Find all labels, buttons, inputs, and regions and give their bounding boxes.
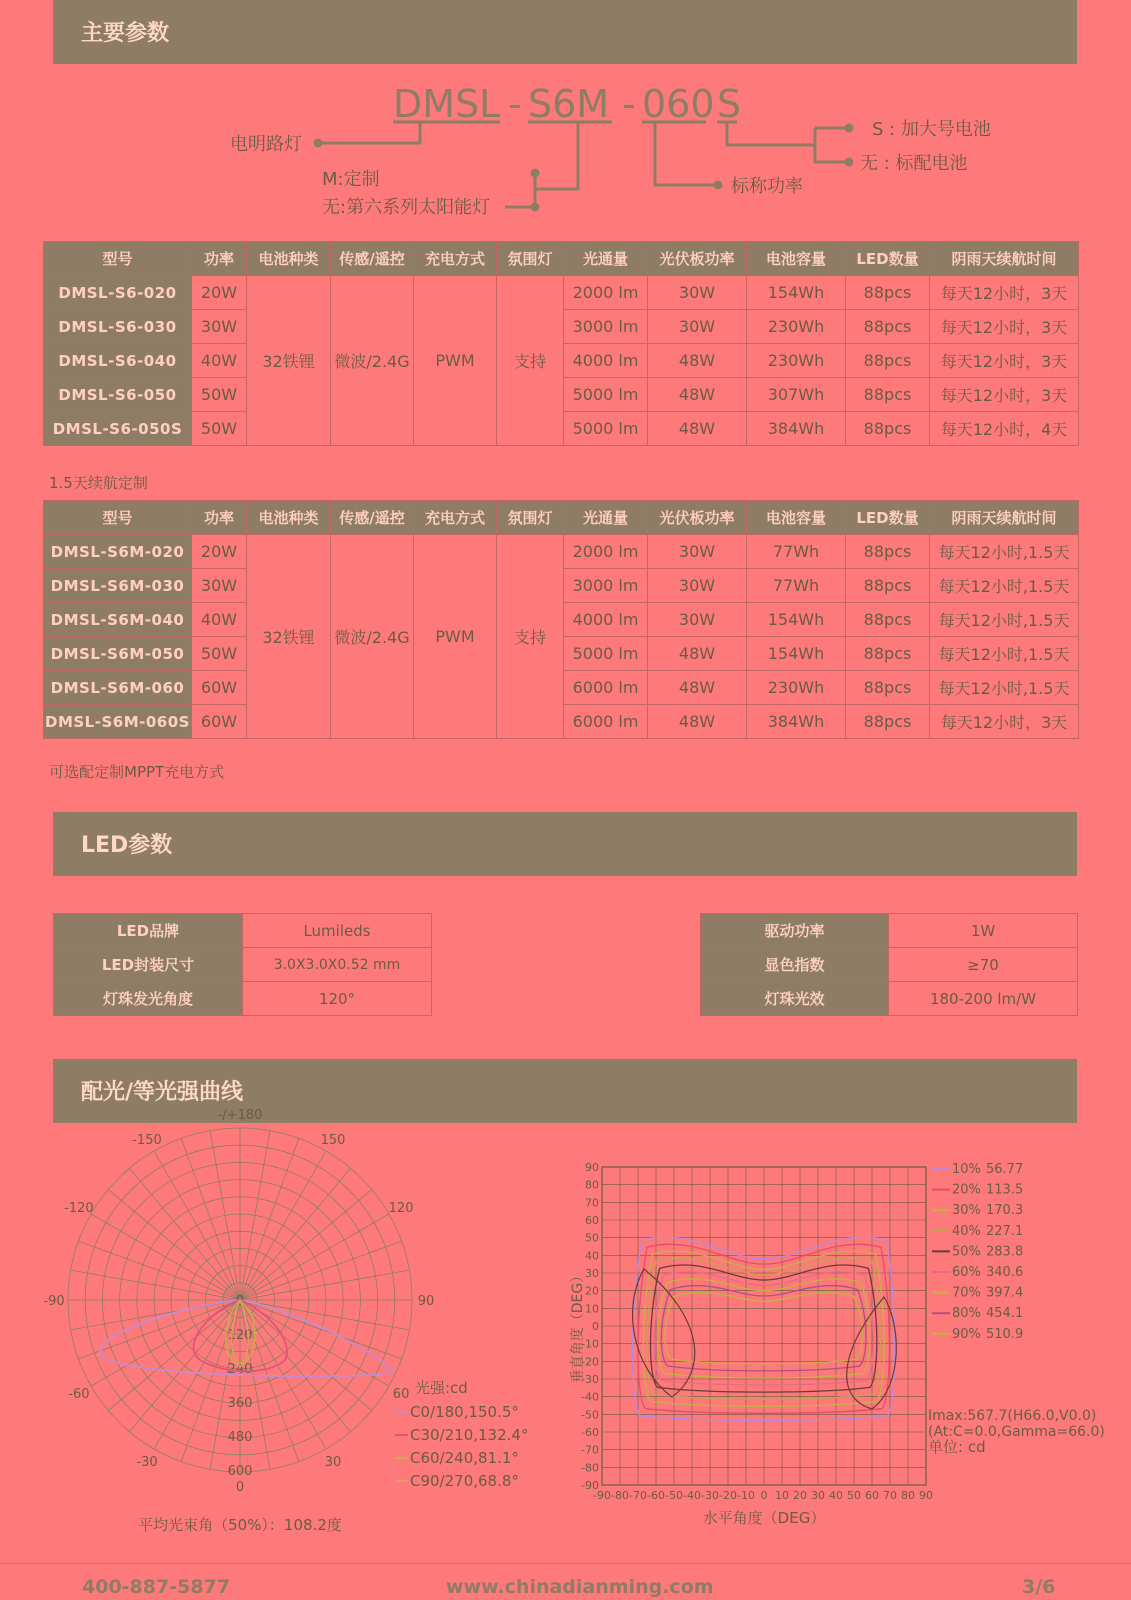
x-tick-label: 10 [775, 1489, 789, 1502]
x-tick-label: 50 [847, 1489, 861, 1502]
cell-battery-type: 32铁锂 [247, 535, 331, 739]
polar-radial-label: 360 [227, 1396, 253, 1411]
cell-battery-capacity: 230Wh [747, 671, 846, 705]
model-code-diagram [0, 70, 1131, 230]
spec-table-custom [43, 500, 1079, 739]
cell-model: DMSL-S6-030 [44, 310, 192, 344]
polar-legend-item: C0/180,150.5° [410, 1403, 519, 1421]
cell-pv-power: 48W [648, 378, 747, 412]
table-row [701, 914, 1078, 948]
cell-battery-type: 32铁锂 [247, 276, 331, 446]
polar-radial-label: 240 [227, 1362, 253, 1377]
label-custom: M:定制 [322, 169, 380, 190]
polar-angle-label: -90 [43, 1294, 65, 1309]
note-mppt: 可选配定制MPPT充电方式 [49, 763, 225, 781]
polar-radial-label: 120 [227, 1328, 253, 1343]
iso-legend-value: 454.1 [986, 1306, 1024, 1322]
x-tick-label: -70 [629, 1489, 647, 1502]
cell-battery-capacity: 230Wh [747, 310, 846, 344]
cell-power: 40W [192, 344, 247, 378]
polar-radial-label: 600 [227, 1464, 253, 1479]
cell-sensor: 微波/2.4G [331, 276, 414, 446]
cell-power: 50W [192, 637, 247, 671]
cell-battery-capacity: 384Wh [747, 705, 846, 739]
polar-angle-label: -30 [136, 1455, 158, 1471]
polar-angle-label: 120 [388, 1201, 414, 1216]
y-tick-label: 50 [585, 1231, 599, 1245]
table-header-row [44, 242, 1079, 276]
col-header: 传感/遥控 [331, 501, 414, 535]
section-header-led-params [53, 812, 1077, 876]
iso-legend-percent: 70% [952, 1285, 981, 1301]
param-value: 180-200 lm/W [889, 982, 1078, 1016]
param-key: LED封装尺寸 [54, 948, 243, 982]
cell-endurance: 每天12小时，3天 [930, 276, 1079, 310]
param-value: ≥70 [889, 948, 1078, 982]
cell-power: 50W [192, 412, 247, 446]
col-header: 传感/遥控 [331, 242, 414, 276]
cell-led-count: 88pcs [846, 378, 930, 412]
cell-lumen: 5000 lm [564, 378, 648, 412]
footer-page-number: 3/6 [1022, 1576, 1056, 1598]
cell-ambient-light: 支持 [497, 535, 564, 739]
iso-legend-value: 227.1 [986, 1223, 1024, 1239]
cell-battery-capacity: 230Wh [747, 344, 846, 378]
x-tick-label: -90 [593, 1489, 611, 1502]
cell-battery-capacity: 77Wh [747, 535, 846, 569]
polar-angle-label: -120 [64, 1201, 94, 1216]
param-key: 驱动功率 [701, 914, 889, 948]
cell-pv-power: 30W [648, 276, 747, 310]
y-tick-label: -20 [581, 1355, 599, 1369]
cell-pv-power: 48W [648, 344, 747, 378]
x-tick-label: -80 [611, 1489, 629, 1502]
y-tick-label: 40 [585, 1249, 599, 1263]
y-axis-label: 垂直角度（DEG） [570, 1268, 586, 1384]
col-header: 光伏板功率 [648, 501, 747, 535]
cell-endurance: 每天12小时,1.5天 [930, 569, 1079, 603]
cell-model: DMSL-S6-050 [44, 378, 192, 412]
cell-pv-power: 30W [648, 603, 747, 637]
cell-pv-power: 30W [648, 310, 747, 344]
note-endurance-custom: 1.5天续航定制 [49, 474, 148, 492]
cell-charge-mode: PWM [414, 276, 497, 446]
iso-legend-percent: 90% [952, 1326, 981, 1342]
col-header: 光通量 [564, 242, 648, 276]
y-tick-label: 10 [585, 1302, 599, 1316]
cell-led-count: 88pcs [846, 310, 930, 344]
param-value: Lumileds [243, 914, 432, 948]
cell-led-count: 88pcs [846, 276, 930, 310]
table-row [54, 948, 432, 982]
cell-pv-power: 48W [648, 705, 747, 739]
cell-model: DMSL-S6M-060 [44, 671, 192, 705]
label-lamp: 电明路灯 [230, 134, 302, 155]
isocandela-chart [570, 1155, 1125, 1540]
cell-endurance: 每天12小时，3天 [930, 705, 1079, 739]
y-tick-label: -80 [581, 1461, 599, 1475]
param-value: 120° [243, 982, 432, 1016]
col-header: 光通量 [564, 501, 648, 535]
polar-angle-label: 90 [417, 1294, 435, 1309]
cell-lumen: 6000 lm [564, 671, 648, 705]
x-tick-label: -10 [737, 1489, 755, 1502]
iso-legend-percent: 40% [952, 1223, 981, 1239]
cell-battery-capacity: 154Wh [747, 603, 846, 637]
y-tick-label: -90 [581, 1479, 599, 1492]
cell-battery-capacity: 154Wh [747, 637, 846, 671]
cell-pv-power: 30W [648, 569, 747, 603]
polar-legend-item: C90/270,68.8° [410, 1472, 519, 1490]
cell-battery-capacity: 154Wh [747, 276, 846, 310]
cell-power: 60W [192, 705, 247, 739]
footer-divider [0, 1563, 1131, 1564]
y-tick-label: 90 [585, 1161, 599, 1174]
polar-angle-label: -150 [132, 1132, 162, 1148]
col-header: 氛围灯 [497, 501, 564, 535]
polar-beam-angle: 平均光束角（50%）：108.2度 [138, 1516, 342, 1534]
x-tick-label: 20 [793, 1489, 807, 1502]
cell-led-count: 88pcs [846, 705, 930, 739]
iso-legend-value: 56.77 [986, 1162, 1024, 1177]
cell-power: 30W [192, 569, 247, 603]
col-header: LED数量 [846, 242, 930, 276]
col-header: 氛围灯 [497, 242, 564, 276]
col-header: 阴雨天续航时间 [930, 242, 1079, 276]
label-big-battery: S : 加大号电池 [872, 119, 991, 140]
cell-pv-power: 48W [648, 412, 747, 446]
x-tick-label: -30 [701, 1489, 719, 1502]
table-row [44, 535, 1079, 569]
cell-charge-mode: PWM [414, 535, 497, 739]
iso-imax: Imax:567.7(H66.0,V0.0) [928, 1408, 1097, 1424]
iso-legend-value: 113.5 [986, 1182, 1024, 1198]
cell-endurance: 每天12小时，3天 [930, 378, 1079, 412]
polar-radial-label: 480 [227, 1430, 253, 1445]
polar-light-distribution-chart [40, 1108, 560, 1540]
table-row [44, 276, 1079, 310]
footer-website[interactable]: www.chinadianming.com [446, 1576, 714, 1598]
x-tick-label: -40 [683, 1489, 701, 1502]
code-dash: - [508, 82, 522, 126]
led-params-left [53, 913, 432, 1016]
cell-led-count: 88pcs [846, 344, 930, 378]
polar-angle-label: -60 [68, 1387, 90, 1402]
spec-table-standard [43, 241, 1079, 446]
param-key: 灯珠光效 [701, 982, 889, 1016]
polar-legend-item: C30/210,132.4° [410, 1426, 529, 1444]
col-header: 阴雨天续航时间 [930, 501, 1079, 535]
y-tick-label: -50 [581, 1408, 599, 1422]
y-tick-label: 0 [592, 1320, 599, 1333]
cell-model: DMSL-S6M-050 [44, 637, 192, 671]
y-tick-label: -40 [581, 1390, 599, 1404]
cell-power: 30W [192, 310, 247, 344]
col-header: 电池种类 [247, 501, 331, 535]
x-tick-label: -60 [647, 1489, 665, 1502]
col-header: 功率 [192, 242, 247, 276]
iso-unit: 单位: cd [928, 1438, 986, 1456]
col-header: 型号 [44, 501, 192, 535]
iso-legend-percent: 50% [952, 1244, 981, 1260]
section-header-light-distribution [53, 1059, 1077, 1123]
y-tick-label: 30 [585, 1267, 599, 1280]
iso-contour [651, 1265, 877, 1392]
polar-angle-label: 60 [392, 1387, 410, 1402]
cell-endurance: 每天12小时，3天 [930, 344, 1079, 378]
x-tick-label: 90 [919, 1489, 933, 1502]
led-params-right [700, 913, 1078, 1016]
code-part-dmsl: DMSL [393, 82, 501, 126]
cell-lumen: 3000 lm [564, 310, 648, 344]
y-tick-label: 70 [585, 1196, 599, 1210]
x-axis-label: 水平角度（DEG） [702, 1509, 826, 1527]
col-header: 光伏板功率 [648, 242, 747, 276]
y-tick-label: -70 [581, 1443, 599, 1457]
cell-model: DMSL-S6M-060S [44, 705, 192, 739]
cell-led-count: 88pcs [846, 603, 930, 637]
y-tick-label: 80 [585, 1178, 599, 1192]
label-power: 标称功率 [731, 176, 803, 197]
iso-legend-value: 340.6 [986, 1265, 1024, 1280]
iso-legend-value: 397.4 [986, 1285, 1024, 1301]
cell-pv-power: 48W [648, 671, 747, 705]
y-tick-label: 20 [585, 1284, 599, 1298]
col-header: 功率 [192, 501, 247, 535]
footer-phone: 400-887-5877 [82, 1576, 230, 1598]
cell-endurance: 每天12小时，3天 [930, 310, 1079, 344]
cell-endurance: 每天12小时，4天 [930, 412, 1079, 446]
code-dash: - [622, 82, 636, 126]
code-part-s: S [717, 82, 742, 126]
y-tick-label: -60 [581, 1426, 599, 1439]
y-tick-label: 60 [585, 1214, 599, 1227]
col-header: 充电方式 [414, 501, 497, 535]
cell-battery-capacity: 307Wh [747, 378, 846, 412]
polar-angle-label: 30 [324, 1455, 342, 1471]
cell-lumen: 3000 lm [564, 569, 648, 603]
iso-contour-core-left [633, 1269, 695, 1397]
cell-led-count: 88pcs [846, 671, 930, 705]
x-tick-label: 80 [901, 1489, 915, 1502]
table-row [54, 982, 432, 1016]
label-std-battery: 无 : 标配电池 [860, 153, 968, 174]
iso-legend-percent: 20% [952, 1182, 981, 1198]
cell-led-count: 88pcs [846, 569, 930, 603]
y-tick-label: -10 [581, 1337, 599, 1351]
cell-led-count: 88pcs [846, 637, 930, 671]
iso-legend-percent: 80% [952, 1306, 981, 1322]
col-header: 型号 [44, 242, 192, 276]
param-value: 3.0X3.0X0.52 mm [243, 948, 432, 982]
cell-pv-power: 48W [648, 637, 747, 671]
y-tick-label: -30 [581, 1373, 599, 1386]
section-title: LED参数 [81, 833, 173, 858]
x-tick-label: 70 [883, 1489, 897, 1502]
col-header: 充电方式 [414, 242, 497, 276]
x-tick-label: -20 [719, 1489, 737, 1502]
cell-model: DMSL-S6M-030 [44, 569, 192, 603]
cell-endurance: 每天12小时,1.5天 [930, 671, 1079, 705]
cell-endurance: 每天12小时,1.5天 [930, 637, 1079, 671]
cell-lumen: 5000 lm [564, 637, 648, 671]
col-header: LED数量 [846, 501, 930, 535]
cell-model: DMSL-S6M-040 [44, 603, 192, 637]
cell-battery-capacity: 77Wh [747, 569, 846, 603]
iso-legend-percent: 30% [952, 1203, 981, 1219]
cell-lumen: 4000 lm [564, 603, 648, 637]
polar-radial-label: 0 [235, 1294, 245, 1309]
cell-power: 20W [192, 276, 247, 310]
cell-lumen: 2000 lm [564, 535, 648, 569]
x-tick-label: 40 [829, 1489, 843, 1502]
section-title: 配光/等光强曲线 [81, 1080, 244, 1105]
x-tick-label: 30 [811, 1489, 825, 1502]
cell-battery-capacity: 384Wh [747, 412, 846, 446]
cell-model: DMSL-S6-040 [44, 344, 192, 378]
param-value: 1W [889, 914, 1078, 948]
cell-led-count: 88pcs [846, 535, 930, 569]
polar-legend-item: C60/240,81.1° [410, 1449, 519, 1467]
iso-imax-at: (At:C=0.0,Gamma=66.0) [928, 1424, 1105, 1440]
param-key: 灯珠发光角度 [54, 982, 243, 1016]
cell-led-count: 88pcs [846, 412, 930, 446]
cell-endurance: 每天12小时,1.5天 [930, 603, 1079, 637]
col-header: 电池容量 [747, 501, 846, 535]
table-row [54, 914, 432, 948]
polar-angle-label: 150 [320, 1132, 346, 1148]
cell-power: 50W [192, 378, 247, 412]
section-header-main-params [53, 0, 1077, 64]
cell-ambient-light: 支持 [497, 276, 564, 446]
cell-lumen: 2000 lm [564, 276, 648, 310]
x-tick-label: 60 [865, 1489, 879, 1502]
cell-pv-power: 30W [648, 535, 747, 569]
cell-sensor: 微波/2.4G [331, 535, 414, 739]
x-tick-label: -50 [665, 1489, 683, 1502]
section-title: 主要参数 [81, 21, 170, 46]
iso-legend-percent: 10% [952, 1162, 981, 1177]
table-row [701, 982, 1078, 1016]
cell-endurance: 每天12小时,1.5天 [930, 535, 1079, 569]
code-part-s6m: S6M [528, 82, 610, 126]
code-part-060: 060 [642, 82, 715, 126]
polar-angle-label: -/+180 [217, 1108, 263, 1123]
cell-lumen: 6000 lm [564, 705, 648, 739]
cell-model: DMSL-S6-020 [44, 276, 192, 310]
cell-lumen: 5000 lm [564, 412, 648, 446]
iso-legend-value: 510.9 [986, 1326, 1024, 1342]
iso-legend-percent: 60% [952, 1265, 981, 1280]
cell-power: 40W [192, 603, 247, 637]
cell-model: DMSL-S6-050S [44, 412, 192, 446]
polar-unit: 光强:cd [415, 1379, 468, 1397]
label-series: 无:第六系列太阳能灯 [322, 197, 491, 218]
iso-legend-value: 283.8 [986, 1244, 1024, 1260]
polar-angle-label: 0 [235, 1480, 245, 1495]
col-header: 电池种类 [247, 242, 331, 276]
param-key: LED品牌 [54, 914, 243, 948]
iso-legend-value: 170.3 [986, 1203, 1024, 1219]
cell-model: DMSL-S6M-020 [44, 535, 192, 569]
x-tick-label: 0 [760, 1489, 768, 1502]
cell-power: 20W [192, 535, 247, 569]
table-row [701, 948, 1078, 982]
cell-lumen: 4000 lm [564, 344, 648, 378]
col-header: 电池容量 [747, 242, 846, 276]
table-header-row [44, 501, 1079, 535]
param-key: 显色指数 [701, 948, 889, 982]
cell-power: 60W [192, 671, 247, 705]
